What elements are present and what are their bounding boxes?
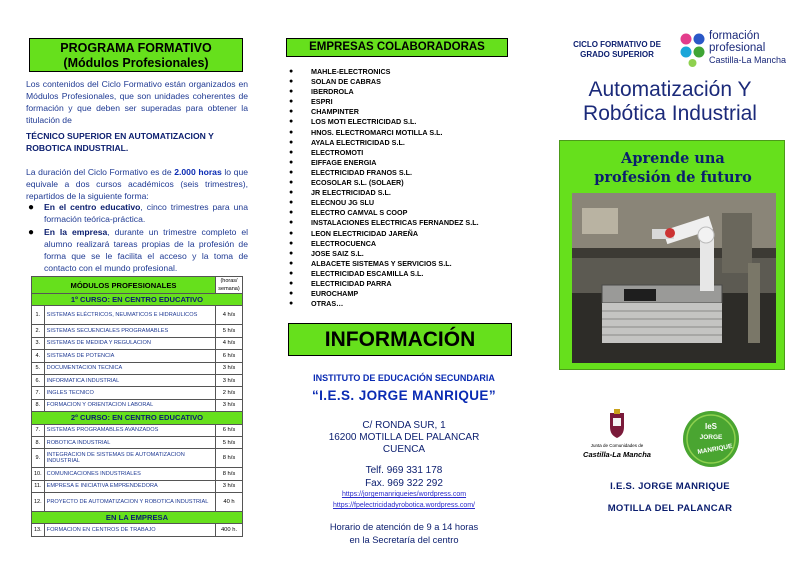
company-name: MAHLE-ELECTRONICS xyxy=(311,67,391,76)
jccm-logo-small-text: Junta de Comunidades de xyxy=(590,443,644,448)
company-name: CHAMPINTER xyxy=(311,107,359,117)
modules-section-header: 2º CURSO: EN CENTRO EDUCATIVO xyxy=(32,412,243,424)
bullet-centro: ● En el centro educativo, cinco trimestres para una formación teórica-práctica. xyxy=(28,202,248,224)
module-name: SISTEMAS SECUENCIALES PROGRAMABLES xyxy=(44,325,215,337)
fp-logo-dots-icon xyxy=(679,32,707,68)
panel-portada xyxy=(540,0,800,566)
modules-section-header: 1º CURSO: EN CENTRO EDUCATIVO xyxy=(32,294,243,306)
module-number: 11. xyxy=(32,480,45,492)
fp-logo-line1: formación xyxy=(709,30,760,42)
company-name: IBERDROLA xyxy=(311,87,354,97)
company-name: JR ELECTRICIDAD S.L. xyxy=(311,188,391,198)
company-name: EUROCHAMP xyxy=(311,289,359,299)
module-number: 6. xyxy=(32,374,45,386)
company-name: EIFFAGE ENERGIA xyxy=(311,157,377,167)
company-item xyxy=(287,128,517,138)
company-name: SOLAN DE CABRAS xyxy=(311,77,381,87)
informacion-title: INFORMACIÓN xyxy=(288,323,512,356)
industrial-robot-image xyxy=(572,193,776,363)
module-number: 1. xyxy=(32,306,45,325)
bullet-icon: ● xyxy=(289,179,294,187)
company-item xyxy=(287,249,517,259)
module-name: INFORMATICA INDUSTRIAL xyxy=(44,374,215,386)
brochure-title: Automatización Y Robótica Industrial xyxy=(583,78,757,125)
module-row xyxy=(32,337,243,349)
company-item xyxy=(287,208,517,218)
modules-header-row xyxy=(32,277,243,294)
module-row xyxy=(32,436,243,448)
company-item xyxy=(287,259,517,269)
company-item xyxy=(287,158,517,168)
module-hours: 3 h/s xyxy=(216,480,243,492)
company-item xyxy=(287,229,517,239)
module-hours: 400 h. xyxy=(216,524,243,536)
school-name: “I.E.S. JORGE MANRIQUE” xyxy=(312,388,496,403)
module-name: PROYECTO DE AUTOMATIZACION Y ROBOTICA INDUSTRIAL xyxy=(44,493,215,512)
company-name: ELECTRICIDAD PARRA xyxy=(311,278,392,288)
cycle-level: CICLO FORMATIVO DE GRADO SUPERIOR xyxy=(573,40,661,59)
company-item xyxy=(287,77,517,87)
company-name: ELECTRICIDAD FRANOS S.L. xyxy=(311,167,413,177)
modules-section-row xyxy=(32,512,243,524)
blog-link[interactable]: https://fpelectricidadyrobotica.wordpress.com/ xyxy=(332,502,475,509)
bullet-icon: ● xyxy=(289,88,294,96)
module-hours: 40 h xyxy=(216,493,243,512)
bullet-icon: ● xyxy=(289,249,294,257)
bullet-icon: ● xyxy=(289,168,294,176)
slogan: Aprende una profesión de futuro xyxy=(594,150,752,186)
bullet-icon: ● xyxy=(289,118,294,126)
address-street: C/ RONDA SUR, 1 xyxy=(362,420,446,431)
module-hours: 4 h/s xyxy=(216,306,243,325)
company-item xyxy=(287,117,517,127)
module-name: INGLES TECNICO xyxy=(44,387,215,399)
programa-intro: Los contenidos del Ciclo Formativo están organizados en Módulos Profesionales, que son unidades coherentes de formación y que deben ser superadas para obtener la titulación de xyxy=(26,79,248,125)
empresas-title: EMPRESAS COLABORADORAS xyxy=(286,38,508,57)
module-row xyxy=(32,399,243,411)
module-hours: 5 h/s xyxy=(216,325,243,337)
company-item xyxy=(287,198,517,208)
module-number: 2. xyxy=(32,325,45,337)
modules-table xyxy=(31,276,243,537)
company-item xyxy=(287,269,517,279)
module-hours: 8 h/s xyxy=(216,468,243,480)
phone-number: Telf. 969 331 178 xyxy=(365,465,443,476)
module-row xyxy=(32,424,243,436)
company-name: ELECTRO CAMVAL S COOP xyxy=(311,208,408,218)
module-name: FORMACION Y ORIENTACION LABORAL xyxy=(44,399,215,411)
module-hours: 5 h/s xyxy=(216,436,243,448)
module-name: SISTEMAS ELÉCTRICOS, NEUMATICOS E HIDRAULICOS xyxy=(44,306,215,325)
robot-photo xyxy=(572,193,776,363)
module-number: 8. xyxy=(32,399,45,411)
module-row xyxy=(32,374,243,386)
bullet-icon: ● xyxy=(289,219,294,227)
company-name: JOSE SAIZ S.L. xyxy=(311,248,364,258)
module-number: 7. xyxy=(32,387,45,399)
company-name: OTRAS… xyxy=(311,299,344,309)
bullet-icon: ● xyxy=(289,300,294,308)
module-row xyxy=(32,480,243,492)
company-name: ELECTRICIDAD ESCAMILLA S.L. xyxy=(311,268,424,278)
module-number: 7. xyxy=(32,424,45,436)
module-hours: 6 h/s xyxy=(216,424,243,436)
company-item xyxy=(287,87,517,97)
module-row xyxy=(32,524,243,536)
panel-programa xyxy=(0,0,268,566)
bullet-icon: ● xyxy=(289,148,294,156)
bullet-icon: ● xyxy=(289,98,294,106)
module-row xyxy=(32,449,243,468)
company-item xyxy=(287,299,517,309)
bullet-icon: ● xyxy=(289,158,294,166)
bullet-icon: ● xyxy=(289,189,294,197)
module-name: SISTEMAS PROGRAMABLES AVANZADOS xyxy=(44,424,215,436)
module-number: 3. xyxy=(32,337,45,349)
company-name: AYALA ELECTRICIDAD S.L. xyxy=(311,137,405,147)
module-row xyxy=(32,306,243,325)
crest-icon xyxy=(608,409,626,439)
module-number: 8. xyxy=(32,436,45,448)
bullet-icon: ● xyxy=(289,108,294,116)
module-number: 4. xyxy=(32,350,45,362)
module-hours: 8 h/s xyxy=(216,449,243,468)
modules-header: MÓDULOS PROFESIONALES xyxy=(32,277,216,294)
bullet-icon: ● xyxy=(289,199,294,207)
bullet-icon: ● xyxy=(289,209,294,217)
bullet-empresa: ● En la empresa, durante un trimestre completo el alumno realizará tareas propias de la profesión de forma que se le facilita el acceso y la toma de contacto con el mundo profesional. xyxy=(28,227,249,273)
address-city: 16200 MOTILLA DEL PALANCAR xyxy=(328,432,480,443)
module-name: ROBOTICA INDUSTRIAL xyxy=(44,436,215,448)
modules-section-row xyxy=(32,412,243,424)
bullet-icon: ● xyxy=(289,259,294,267)
company-name: HNOS. ELECTROMARCI MOTILLA S.L. xyxy=(311,127,443,137)
module-number: 13. xyxy=(32,524,45,536)
module-name: INTEGRACION DE SISTEMAS DE AUTOMATIZACION INDUSTRIAL xyxy=(44,449,215,468)
module-number: 5. xyxy=(32,362,45,374)
fp-logo-line2: profesional xyxy=(709,42,766,54)
company-item xyxy=(287,239,517,249)
jccm-logo-name: Castilla-La Mancha xyxy=(583,450,651,459)
modules-units-header: (horas/ semana) xyxy=(216,277,243,294)
bullet-icon: ● xyxy=(289,239,294,247)
office-hours: Horario de atención de 9 a 14 horas xyxy=(329,522,479,532)
module-hours: 4 h/s xyxy=(216,337,243,349)
programa-bullets xyxy=(26,202,248,276)
bullet-icon: ● xyxy=(289,78,294,86)
fp-logo xyxy=(679,30,791,70)
fp-logo-line3: Castilla-La Mancha xyxy=(709,55,787,65)
panel-empresas xyxy=(268,0,540,566)
office-location: en la Secretaría del centro xyxy=(349,535,459,545)
jccm-logo xyxy=(580,409,654,469)
bullet-icon: ● xyxy=(289,290,294,298)
school-name-cover: I.E.S. JORGE MANRIQUE xyxy=(610,481,730,492)
bullet-icon: ● xyxy=(289,269,294,277)
module-hours: 3 h/s xyxy=(216,362,243,374)
module-row xyxy=(32,362,243,374)
bullet-icon: ● xyxy=(289,68,294,75)
town-cover: MOTILLA DEL PALANCAR xyxy=(607,503,733,514)
module-hours: 3 h/s xyxy=(216,399,243,411)
company-item xyxy=(287,279,517,289)
module-hours: 6 h/s xyxy=(216,350,243,362)
module-name: COMUNICACIONES INDUSTRIALES xyxy=(44,468,215,480)
module-name: DOCUMENTACION TECNICA xyxy=(44,362,215,374)
website-link[interactable]: https://jorgemanriqueies/wordpress.com xyxy=(341,491,467,498)
company-name: ELECNOU JG SLU xyxy=(311,198,375,208)
programa-title: PROGRAMA FORMATIVO (Módulos Profesionales) xyxy=(29,38,243,72)
module-hours: 2 h/s xyxy=(216,387,243,399)
company-item xyxy=(287,107,517,117)
company-name: ESPRI xyxy=(311,97,333,107)
center-type: INSTITUTO DE EDUCACIÓN SECUNDARIA xyxy=(313,373,495,383)
ies-logo xyxy=(682,410,740,468)
module-row xyxy=(32,468,243,480)
companies-list xyxy=(287,67,517,309)
slogan-box xyxy=(559,140,785,370)
module-name: SISTEMAS DE MEDIDA Y REGULACION xyxy=(44,337,215,349)
module-name: FORMACION EN CENTROS DE TRABAJO xyxy=(44,524,215,536)
company-item xyxy=(287,178,517,188)
ies-logo-line1: IeS xyxy=(704,422,717,431)
company-name: ELECTROMOTI xyxy=(311,147,364,157)
address-province: CUENCA xyxy=(382,444,426,455)
company-name: ELECTROCUENCA xyxy=(311,238,377,248)
company-item xyxy=(287,168,517,178)
module-name: SISTEMAS DE POTENCIA xyxy=(44,350,215,362)
company-name: ALBACETE SISTEMAS Y SERVICIOS S.L. xyxy=(311,258,452,268)
company-name: ECOSOLAR S.L. (SOLAER) xyxy=(311,178,404,188)
company-item xyxy=(287,188,517,198)
company-name: INSTALACIONES ELECTRICAS FERNANDEZ S.L. xyxy=(311,218,479,228)
module-number: 10. xyxy=(32,468,45,480)
company-name: LEON ELECTRICIDAD JAREÑA xyxy=(311,228,419,238)
bullet-icon: ● xyxy=(28,227,35,239)
ies-logo-line2: JORGE xyxy=(699,434,723,441)
company-name: LOS MOTI ELECTRICIDAD S.L. xyxy=(311,117,417,127)
module-number: 9. xyxy=(32,449,45,468)
modules-section-row xyxy=(32,294,243,306)
fax-number: Fax. 969 322 292 xyxy=(365,478,443,489)
programa-degree: TÉCNICO SUPERIOR EN AUTOMATIZACION Y ROBOTICA INDUSTRIAL. xyxy=(26,131,214,153)
module-row xyxy=(32,350,243,362)
bullet-icon: ● xyxy=(28,202,35,213)
module-number: 12. xyxy=(32,493,45,512)
company-item xyxy=(287,218,517,228)
company-item xyxy=(287,138,517,148)
programa-duration: La duración del Ciclo Formativo es de 2.000 horas lo que equivale a dos cursos académicos (seis trimestres), repartidos de la siguiente forma: xyxy=(26,167,248,201)
company-item xyxy=(287,148,517,158)
company-item xyxy=(287,97,517,107)
module-name: EMPRESA E INICIATIVA EMPRENDEDORA xyxy=(44,480,215,492)
module-row xyxy=(32,493,243,512)
modules-section-header: EN LA EMPRESA xyxy=(32,512,243,524)
module-row xyxy=(32,325,243,337)
bullet-icon: ● xyxy=(289,279,294,287)
company-item xyxy=(287,67,517,77)
module-hours: 3 h/s xyxy=(216,374,243,386)
company-item xyxy=(287,289,517,299)
bullet-icon: ● xyxy=(289,128,294,136)
bullet-icon: ● xyxy=(289,229,294,237)
ies-logo-line3: MANRIQUE xyxy=(696,442,734,457)
bullet-icon: ● xyxy=(289,138,294,146)
module-row xyxy=(32,387,243,399)
